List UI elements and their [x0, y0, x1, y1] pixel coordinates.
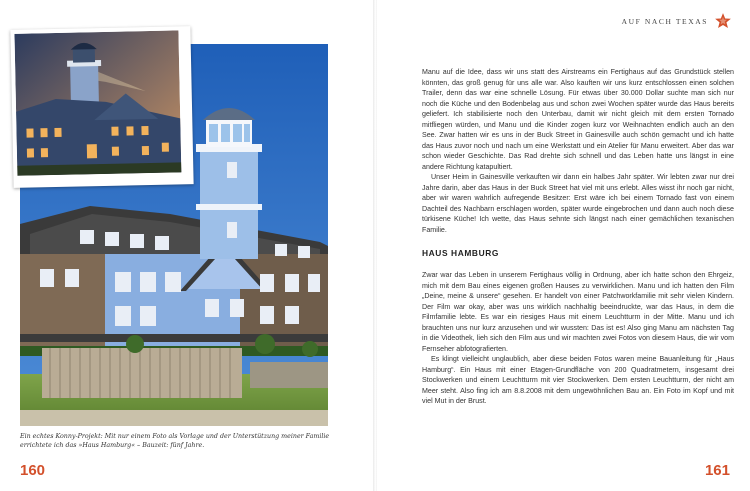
page-number-left: 160 — [20, 462, 46, 479]
body-text-column — [422, 67, 734, 407]
paragraph: Unser Heim in Gainesville verkauften wir dann ein halbes Jahr später. Wir lebten zwar nur drei Jahre darin, aber das Haus in der Buck Street hat viel mit uns erlebt. Alles wisst ihr noch gar nicht, aber wir waren wahrlich aufregende Besitzer: Erst wäre ich bei einem Tornado fast von einem Dachteil des Nachbarn erschlagen worden, später wurde eingebrochen und dann auch noch diese türkisene Küche! Ich wette, das Haus sehnte sich längst nach einer gemächlichen texanischen Familie. — [422, 173, 734, 234]
section-heading: HAUS HAMBURG — [422, 248, 499, 258]
paragraph: Es klingt vielleicht unglaublich, aber diese beiden Fotos waren meine Bauanleitung für „Haus Hamburg“. Ein Haus mit einer Etagen-Grundfläche von 200 Quadratmetern, insgesamt drei Stockwerken und einem Leuchtturm mit vier Stockwerken. Dem ersten Leuchtturm, der nicht am Meer steht. Also fing ich am 8.8.2008 mit dem ungewöhnlichen Bau an. Ein Foto im Kopf und mit viel Mut in der Brust. — [422, 355, 734, 405]
page-number-right: 161 — [704, 462, 730, 479]
running-head-title: AUF NACH TEXAS — [621, 16, 708, 26]
book-gutter — [373, 0, 377, 491]
paragraph: Manu auf die Idee, dass wir uns statt des Airstreams ein Fertighaus auf das Grundstück stellen könnten, das groß genug für uns alle war. Also kauften wir uns kurz entschlossen einen solchen Trailer, denn das war eine schnelle Lösung. Für etwas über 30.000 Dollar suchte man sich nur noch die Küche und den Bodenbelag aus und schon zwei Wochen später wurde das Haus bereits geliefert. Ich stabilisierte noch den Unterbau, damit wir nicht gleich mit dem ersten Tornado mitfliegen würden, und Manu und die Kinder zogen kurz vor Weihnachten endlich auch an den See. Zwar hatten wir es uns in der Buck Street in Gainesville auch schön gemacht und ich hatte das Haus zuvor noch und nach um eine Werkstatt und ein Atelier für Manu erweitert. Aber das war schon wieder Geschichte. Das Rad drehte sich schnell und das Leben hatte uns längst in eine andere Richtung katapultiert. — [422, 68, 734, 171]
photo-caption: Ein echtes Konny-Projekt: Mit nur einem Foto als Vorlage und der Unterstützung meiner Familie errichtete ich das »Haus Hamburg« – Bauzeit: fünf Jahre. — [20, 433, 330, 449]
star-icon — [714, 12, 732, 30]
movie-still-inset-photo — [10, 26, 193, 188]
running-head — [622, 12, 732, 30]
paragraph: Zwar war das Leben in unserem Fertighaus völlig in Ordnung, aber ich hatte schon den Ehrgeiz, mich mit dem Bau eines eigenen großen Hauses zu verwirklichen. Manu und ich hatten den Film „Deine, meine & unsere“ gesehen. Er handelt von einer Patchworkfamilie mit sehr vielen Kindern. Der Film war okay, aber was uns wirklich nachhaltig beeindruckte, war das Haus, in dem die Filmfamilie lebte. Es war ein riesiges Haus mit einem Leuchtturm in der Mitte. Manu und ich brauchten uns nur kurz anzusehen und wir wussten: Das ist es! Also ging Manu am nächsten Tag in die Videothek, lieh sich den Film aus und wir machten zwei Fotos von diesem Haus, die wir vom Fernseher abfotografierten. — [422, 271, 734, 353]
